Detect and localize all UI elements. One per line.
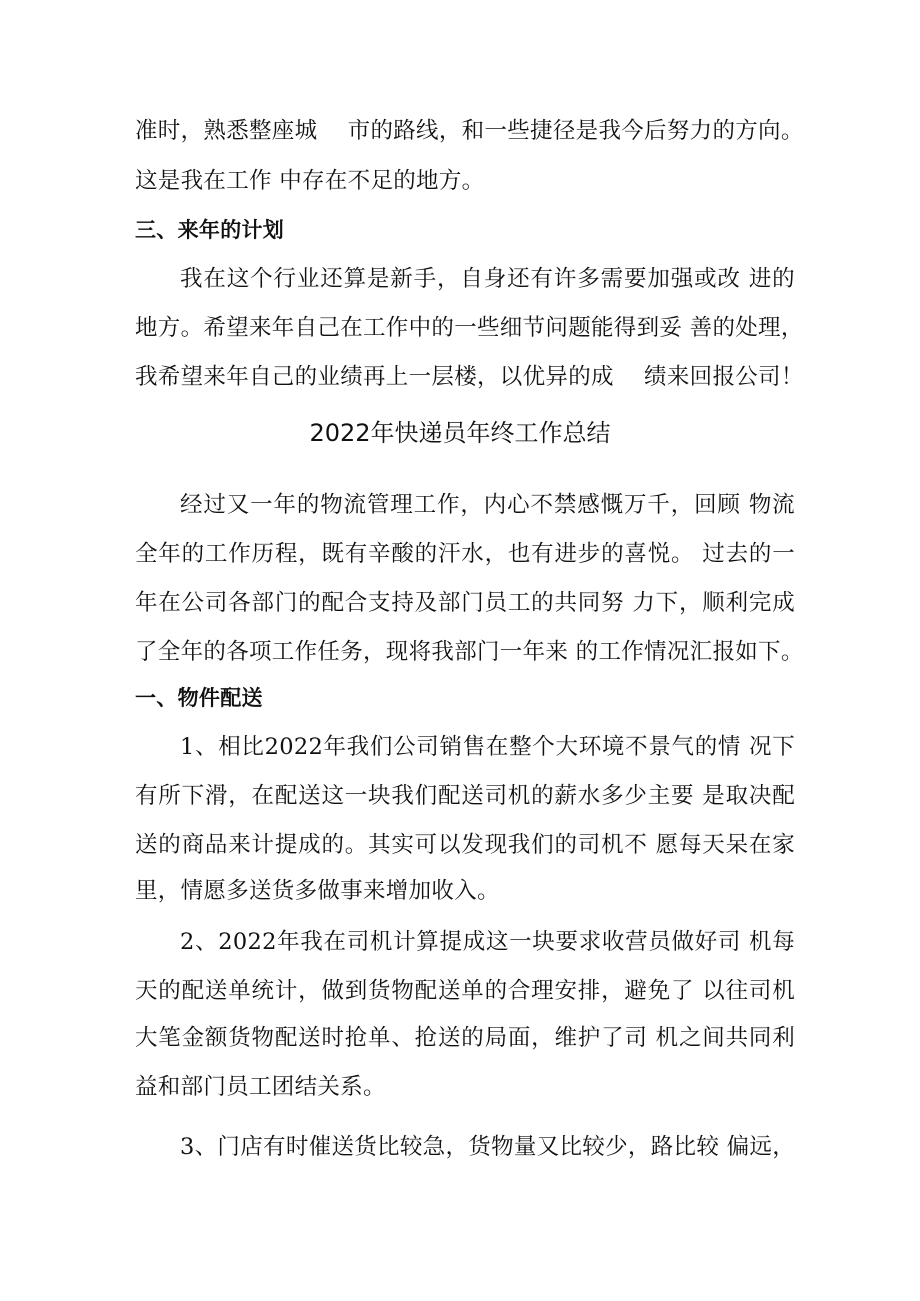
paragraph-line: 有所下滑，在配送这一块我们配送司机的薪水多少主要 是取决配	[135, 783, 795, 809]
paragraph-line: 天的配送单统计，做到货物配送单的合理安排，避免了 以往司机	[135, 978, 795, 1004]
section-heading: 三、来年的计划	[135, 218, 285, 242]
section-heading: 一、物件配送	[135, 686, 263, 710]
paragraph-line: 1、相比2022年我们公司销售在整个大环境不景气的情 况下	[180, 734, 795, 760]
paragraph-line: 2、2022年我在司机计算提成这一块要求收营员做好司 机每	[180, 929, 795, 955]
paragraph-line: 益和部门员工团结关系。	[135, 1074, 386, 1100]
paragraph-line: 送的商品来计提成的。其实可以发现我们的司机不 愿每天呆在家	[135, 832, 795, 858]
paragraph-line: 我希望来年自己的业绩再上一层楼，以优异的成 绩来回报公司！	[135, 364, 804, 390]
paragraph-line: 我在这个行业还算是新手，自身还有许多需要加强或改 进的	[180, 266, 795, 292]
paragraph-line: 准时，熟悉整座城 市的路线，和一些捷径是我今后努力的方向。	[135, 118, 804, 144]
paragraph-line: 年在公司各部门的配合支持及部门员工的共同努 力下，顺利完成	[135, 590, 795, 616]
paragraph-line: 地方。希望来年自己在工作中的一些细节问题能得到妥 善的处理，	[135, 315, 804, 341]
paragraph-line: 这是我在工作 中存在不足的地方。	[135, 168, 485, 194]
paragraph-line: 全年的工作历程，既有辛酸的汗水，也有进步的喜悦。 过去的一	[135, 541, 795, 567]
paragraph-line: 大笔金额货物配送时抢单、抢送的局面，维护了司 机之间共同利	[135, 1025, 795, 1051]
paragraph-line: 3、门店有时催送货比较急，货物量又比较少，路比较 偏远，	[180, 1134, 795, 1160]
paragraph-line: 经过又一年的物流管理工作，内心不禁感慨万千，回顾 物流	[180, 492, 795, 518]
paragraph-line: 了全年的各项工作任务，现将我部门一年来 的工作情况汇报如下。	[135, 639, 804, 665]
paragraph-line: 里，情愿多送货多做事来增加收入。	[135, 878, 500, 904]
document-title: 2022年快递员年终工作总结	[309, 419, 611, 447]
